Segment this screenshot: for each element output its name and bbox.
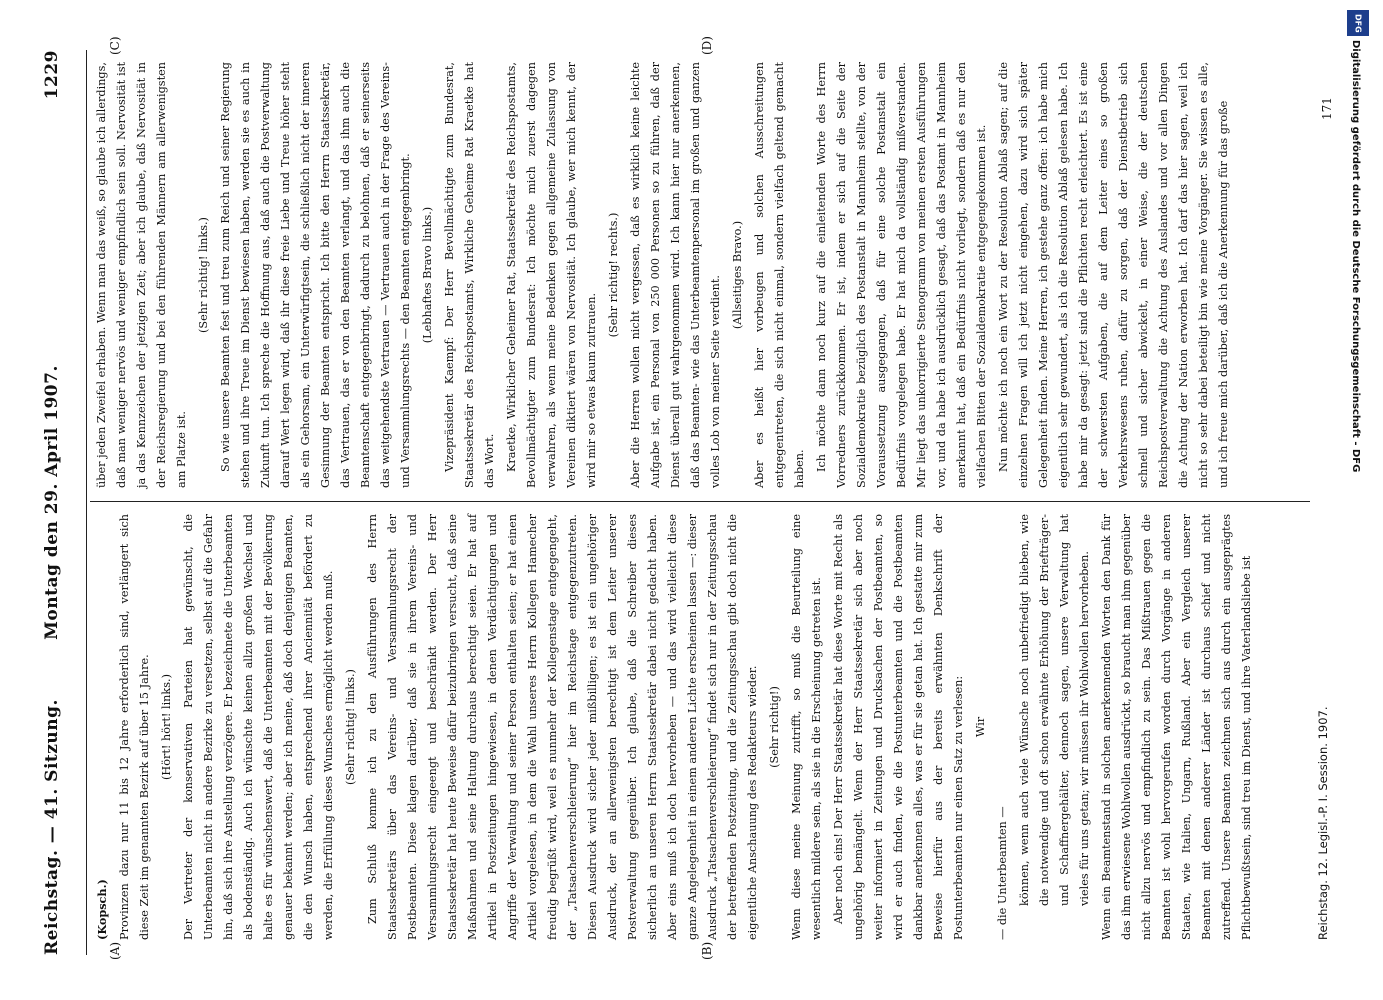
right-paragraph: (Sehr richtig! rechts.) xyxy=(607,212,620,338)
margin-marker-c: (C) xyxy=(108,36,122,55)
header-rule xyxy=(86,50,87,955)
margin-marker-d: (D) xyxy=(700,36,714,55)
page-number: 1229 xyxy=(42,50,62,100)
footer-signature: 171 xyxy=(1320,97,1334,120)
left-paragraph: (Hört! hört! links.) xyxy=(160,674,173,780)
left-paragraph: — die Unterbeamten — xyxy=(996,806,1009,940)
right-paragraph: So wie unsere Beamten fest und treu zum Reich und seiner Regierung stehen und ihre Treue im Dienst bewiesen haben, werden sie es auch in Zukunft tun. Ich spreche die Hoffnung aus, daß auch die Postverwaltung darauf Wert legen wird, daß ihr diese freie Liebe und Treue höher steht als ein Gehorsam, ein Unterwürfigtsein, die schließlich nicht der inneren Gesinnung der Beamten entspricht. Ich bitte den Herrn Staatssekretär, das Vertrauen, das er von den Beamten verlangt, und das ihm auch die Beamtenschaft entgegenbringt, dadurch zu belohnen, daß er seinerseits das weitgehendste Vertrauen — Vertrauen auch in der Frage des Vereins- und Versammlungsrechts — den Beamten entgegenbringt. xyxy=(219,62,412,488)
left-paragraph: Provinzen dazu nur 11 bis 12 Jahre erforderlich sind, verlängert sich diese Zeit im genannten Bezirk auf über 15 Jahre. xyxy=(118,514,151,940)
left-paragraph: Wenn ein Beamtenstand in solchen anerkennenden Worten den Dank für das ihm erwiesene Wohlwollen ausdrückt, so braucht man ihm gegenüber nicht allzu nervös und empfindlich zu sein. Das Mißtrauen gegen die Beamten ist wohl hervorgerufen worden durch Vorgänge in anderen Staaten, wie Italien, Ungarn, Rußland. Aber ein Vergleich unserer Beamten mit denen anderer Länder ist durchaus schief und nicht zutreffend. Unsere Beamten zeichnen sich aus durch ein ausgeprägtes Pflichtbewußtsein, sind treu im Dienst, und ihre Vaterlandsliebe ist xyxy=(1100,514,1253,940)
header-date: Montag den 29. April 1907. xyxy=(42,365,62,640)
right-column xyxy=(92,62,1292,488)
margin-marker-b: (B) xyxy=(700,941,714,960)
left-paragraph: Wenn diese meine Meinung zutrifft, so muß die Beurteilung eine wesentlich mildere sein, als sie in die Erscheinung getreten ist. xyxy=(790,514,823,940)
right-paragraph: (Allseitiges Bravo.) xyxy=(731,220,744,330)
page-header xyxy=(34,50,74,955)
margin-marker-a: (A) xyxy=(108,941,122,960)
header-session: Reichstag. — 41. Sitzung. xyxy=(42,699,62,955)
left-paragraph: (Sehr richtig!) xyxy=(768,686,781,768)
right-paragraph: Aber es heißt hier vorbeugen und solchen Ausschreitungen entgegentreten, die sich nicht einmal, sondern vielfach geltend gemacht haben. xyxy=(753,62,806,488)
left-paragraph: Wir xyxy=(974,716,987,738)
left-paragraph: können, wenn auch viele Wünsche noch unbefriedigt blieben, wie die notwendige und oft schon erwähnte Erhöhung der Briefträger- und Schaffnergehälter, dennoch sagen, unsere Verwaltung hat vieles für uns getan; wir müssen ihr Wohlwollen hervorheben. xyxy=(1018,514,1091,906)
left-paragraph: (Sehr richtig! links.) xyxy=(344,669,357,785)
footer-source: Reichstag. 12. Legisl.-P. I. Session. 1907. xyxy=(1316,706,1330,940)
right-paragraph: Ich möchte dann noch kurz auf die einleitenden Worte des Herrn Vorredners zurückkommen. Er ist, indem er sich auf die Seite der Sozialdemokratie bezüglich des Postanstalt in Mannheim stellte, von der Voraussetzung ausgegangen, daß für eine solche Postanstalt ein Bedürfnis vorgelegen habe. Er hat mich da vollständig mißverstanden. Mir liegt das unkorrigierte Stenogramm von meinen ersten Ausführungen vor, und da habe ich ausdrücklich gesagt, daß das Postamt in Mannheim anerkannt hat, daß ein Bedürfnis nicht vorliegt, sondern daß es nur den vielfachen Bitten der Sozialdemokratie entgegengekommen ist. xyxy=(815,62,988,488)
left-paragraph: Der Vertreter der konservativen Parteien hat gewünscht, die Unterbeamten nicht in andere Bezirke zu versetzen, selbst auf die Gefahr hin, daß sich ihre Anstellung verzögere. Er bezeichnete die Unterbeamten als bodenständig. Auch ich wünschte keinen allzu großen Wechsel und halte es für wünschenswert, daß die Unterbeamten mit der Bevölkerung genauer bekannt werden; aber ich meine, daß doch denjenigen Beamten, die den Wunsch haben, entsprechend ihrer Anciennität befördert zu werden, die Erfüllung dieses Wunsches ermöglicht werden muß. xyxy=(182,514,335,940)
right-paragraph: Kraetke, Wirklicher Geheimer Rat, Staatssekretär des Reichspostamts, Bevollmächtigter zum Bundesrat: Ich möchte mich zuerst dagegen verwahren, als wenn meine Bedenken gegen allgemeine Zulassung von Vereinen diktiert wären von Nervosität. Ich glaube, wer mich kennt, der wird mir so etwas kaum zutrauen. xyxy=(505,62,598,488)
right-paragraph: über jeden Zweifel erhaben. Wenn man das weiß, so glaube ich allerdings, daß man weniger nervös und weniger empfindlich sein soll. Nervosität ist ja das Kennzeichen der jetzigen Zeit; aber ich glaube, daß Nervosität in der Reichsregierung und bei den führenden Männern am allerwenigsten am Platze ist. xyxy=(95,62,188,488)
right-paragraph: (Sehr richtig! links.) xyxy=(197,217,210,333)
dfg-credit-text: Digitalisierung gefördert durch die Deutsche Forschungsgemeinschaft - DFG xyxy=(1350,40,1361,473)
right-paragraph: Vizepräsident Kaempf: Der Herr Bevollmächtigte zum Bundesrat, Staatssekretär des Reichspostamts, Wirkliche Geheime Rat Kraetke hat das Wort. xyxy=(443,62,496,488)
right-paragraph: Nun möchte ich noch ein Wort zu der Resolution Ablaß sagen; auf die einzelnen Fragen will ich jetzt nicht eingehen, dazu wird sich später Gelegenheit finden. Meine Herren, ich gestehe ganz offen: ich habe mich eigentlich sehr gewundert, als ich die Resolution Ablaß gelesen habe. Ich habe mir da gesagt: jetzt sind die Pflichten recht erleichtert. Es ist eine der schwersten Aufgaben, die auf dem Leiter eines so großen Verkehrswesens ruhen, dafür zu sorgen, daß der Dienstbetrieb sich schnell und sicher abwickelt, in einer Weise, die der deutschen Reichspostverwaltung die Achtung des Auslandes und vor allen Dingen die Achtung der Nation erworben hat. Ich darf das hier sagen, weil ich nicht so sehr dabei beteiligt bin wie meine Vorgänger. Sie wissen es alle, und ich freue mich darüber, daß ich die Anerkennung für das große xyxy=(997,62,1230,488)
column-divider xyxy=(90,501,1310,502)
dfg-logo: DFG xyxy=(1347,10,1369,36)
speaker-label: (Kopsch.) xyxy=(95,879,109,940)
left-column xyxy=(92,514,1302,940)
dfg-credit xyxy=(1343,13,1373,960)
left-paragraph: Zum Schluß komme ich zu den Ausführungen des Herrn Staatssekretärs über das Vereins- und Versammlungsrecht der Postbeamten. Diese klagen darüber, daß sie in ihrem Vereins- und Versammlungsrecht eingeengt und beschränkt werden. Der Herr Staatssekretär hat heute Beweise dafür beizubringen versucht, daß seine Maßnahmen und seine Haltung durchaus berechtigt seien. Er hat auf Artikel in Postzeitungen hingewiesen, in denen Verdächtigungen und Angriffe der Verwaltung und seiner Person enthalten seien; er hat einen Artikel vorgelesen, in dem die Wahl unseres Herrn Kollegen Hamecher freudig begrüßt wird, weil es nunmehr der Kollegenstage entgegengeht, der „Tatsachenverschleierung“ hier im Reichstage entgegenzutreten. Diesen Ausdruck wird sicher jeder mißbilligen; es ist ein ungehöriger Ausdruck, der an allerwenigsten berechtigt ist dem Leiter unserer Postverwaltung gegenüber. Ich glaube, daß die Schreiber dieses sicherlich an unseren Herrn Staatssekretär dabei nicht gedacht haben. Aber eins muß ich doch hervorheben — und das wird vielleicht diese ganze Angelegenheit in einem anderen Lichte erscheinen lassen —: dieser Ausdruck „Tatsachenverschleierung“ findet sich nur in der Zeitungsschau der betreffenden Postzeitung, und die Zeitungsschau gibt doch nicht die eigentliche Anschauung des Redakteurs wieder. xyxy=(366,514,759,940)
left-paragraph: Aber noch eins! Der Herr Staatssekretär hat diese Worte mit Recht als ungehörig bemängelt. Wenn der Herr Staatssekretär sich aber noch weiter informiert in Zeitungen und Drucksachen der Postbeamten, so wird er auch finden, wie die Postunterbeamten und die Postbeamten dankbar anerkennen alles, was er für sie getan hat. Ich gestatte mir zum Beweise hierfür aus der bereits erwähnten Denkschrift der Postunterbeamten nur einen Satz zu verlesen: xyxy=(832,514,965,940)
right-paragraph: Aber die Herren wollen nicht vergessen, daß es wirklich keine leichte Aufgabe ist, ein Personal von 250 000 Personen so zu führen, daß der Dienst überall gut wahrgenommen wird. Ich kann hier nur anerkennen, daß das Beamten- wie das Unterbeamtenpersonal im großen und ganzen volles Lob von meiner Seite verdient. xyxy=(629,62,722,488)
right-paragraph: (Lebhaftes Bravo links.) xyxy=(421,206,434,344)
